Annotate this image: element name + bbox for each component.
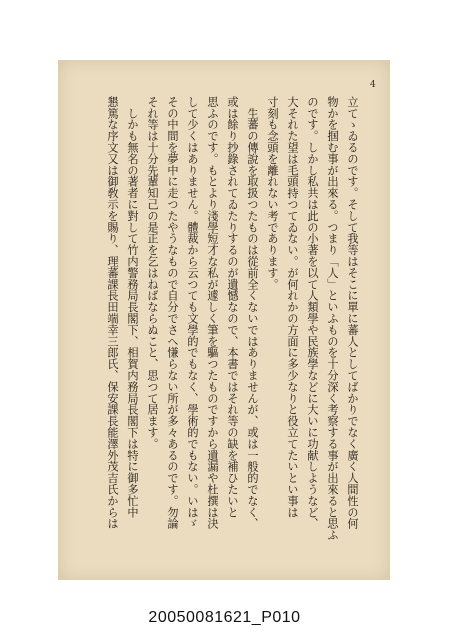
text-line: 生蕃の傳說を取扱つたものは從前全くないではありませんが、或は一般的でなく、 — [246, 96, 259, 530]
page-number: 4 — [370, 80, 376, 90]
book-page — [58, 60, 390, 580]
text-line: 寸刻も念頭を離れない考であります。 — [266, 96, 279, 290]
text-line: のです。しかし私共は此の小著を以て人類學や民族學などに大いに功献しようなど、 — [306, 96, 319, 530]
text-line: 物かを掴む事が出來る。つまり「人」といふものを十分深く考察する事が出來ると思ふ — [326, 96, 339, 541]
vertical-text-block — [102, 96, 362, 546]
text-line: 或は餘り抄錄されてゐたりするのが遺憾なので、本書ではそれ等の缺を補ひたいと — [226, 96, 239, 518]
text-line: それ等は十分先輩知己の是正を乞はねばならぬこと、思つて居ます。 — [146, 96, 159, 450]
text-line: 懇篤な序文又は御敎示を賜り、理蕃課長田端幸三郎氏、保安課長能澤外茂吉氏からは — [106, 96, 119, 530]
text-line: 思ふのです。もとより淺學短才な私が遽しく筆を驅つたものですから遺漏や杜撰は決 — [206, 96, 219, 530]
image-caption: 20050081621_P010 — [148, 609, 301, 626]
text-line: しかも無名の著者に對して竹内警務局長閣下、相賀内務局長閣下は特に御多忙中 — [126, 96, 139, 518]
text-line: して少くはありません。體裁から云つても文學的でもなく、學術的でもない。いはゞ — [186, 96, 199, 530]
text-line: 大それた望は毛頭持つてゐない。が何れかの方面に多少なりと役立てたいとい事は — [286, 96, 299, 518]
text-line: その中間を夢中に走つたやうなもので自分でさへ慊らない所が多々あるのです。勿論 — [166, 96, 179, 530]
text-line: 立てゝゐるのです。そして我等はそこに單に蕃人としてばかりでなく廣く人間性の何 — [346, 96, 359, 530]
